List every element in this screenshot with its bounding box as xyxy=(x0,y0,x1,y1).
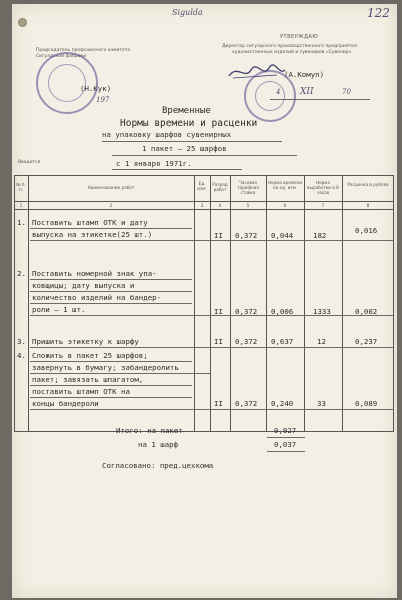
left-block-line1: Председатель профсоюзного комитета xyxy=(36,48,131,53)
col-header-rate: Часовая тарифная ставка xyxy=(237,180,259,195)
row2-line2: ковщицы; дату выпуска и xyxy=(32,281,135,290)
total-packet-value: 0,927 xyxy=(274,426,297,435)
title-line4-underline xyxy=(112,155,297,156)
row2-line3: количество изделий на бандер- xyxy=(32,293,162,302)
row3-grade: II xyxy=(214,337,223,346)
col-number-4: 4 xyxy=(218,203,222,208)
row4-line4: поставить штамп ОТК на xyxy=(32,387,130,396)
row1-num: 1. xyxy=(17,218,26,227)
col-header-work: Наименование работ xyxy=(87,185,135,190)
round-seal-right xyxy=(244,70,296,122)
row2-time-norm: 0,006 xyxy=(271,307,294,316)
row3-time-norm: 0,637 xyxy=(271,337,294,346)
col-divider-3 xyxy=(194,175,195,431)
total-packet-label: Итого: на пакет xyxy=(116,426,183,435)
col-divider-2 xyxy=(28,175,29,431)
row4-line1: Сложить в пакет 25 шарфов; xyxy=(32,351,148,360)
col-header-price: Расценка в рублях xyxy=(347,182,389,187)
corner-mark: Sigulda xyxy=(172,8,203,17)
col-header-output: Норма выработки в 8 часов xyxy=(307,180,339,195)
row3-num: 3. xyxy=(17,337,26,346)
col-divider-8 xyxy=(342,175,343,431)
title-line3-underline xyxy=(102,141,282,142)
row2-line1: Поставить номерной знак упа- xyxy=(32,269,157,278)
title-line5-prefix: Вводится xyxy=(18,160,41,165)
table-top-border xyxy=(14,175,394,176)
approved-label: УТВЕРЖДАЮ xyxy=(280,34,319,40)
left-block-signer: (Н.Кук) xyxy=(80,84,112,93)
row2-grade: II xyxy=(214,307,223,316)
row4-rate: 0,372 xyxy=(235,399,258,408)
row4-line2: завернуть в бумагу; забандеролить xyxy=(32,363,179,372)
col-number-7: 7 xyxy=(321,203,325,208)
archive-number: 122 xyxy=(367,6,390,20)
right-block-line2: художественных изделий и сувениров «Сувенир» xyxy=(232,50,352,55)
row1-rate: 0,372 xyxy=(235,231,258,240)
col-header-num: № п. п. xyxy=(16,182,26,192)
row4-price: 0,089 xyxy=(355,399,378,408)
row3-underline xyxy=(30,347,394,348)
left-block-date: 197 xyxy=(96,96,110,104)
total-scarf-label: на 1 шарф xyxy=(138,440,179,449)
row3-output: 12 xyxy=(317,337,326,346)
row1-grade: II xyxy=(214,231,223,240)
row2-output: 1333 xyxy=(313,307,331,316)
col-number-8: 8 xyxy=(366,203,370,208)
col-number-3: 3 xyxy=(200,203,204,208)
total-scarf-underline xyxy=(267,451,305,452)
col-number-2: 2 xyxy=(109,203,113,208)
header-bottom-border xyxy=(14,201,394,202)
title-line3: на упаковку шарфов сувенирных xyxy=(102,130,232,139)
row1-price: 0,016 xyxy=(355,226,378,235)
col-header-grade: Разряд работ xyxy=(212,182,228,192)
col-number-5: 5 xyxy=(246,203,250,208)
right-block-line1: Директор сигулдского производственного предприятия xyxy=(222,44,357,49)
col-divider-4 xyxy=(210,175,211,431)
total-scarf-value: 0,037 xyxy=(274,440,297,449)
row3-price: 0,237 xyxy=(355,337,378,346)
row1-line1: Поставить штамп ОТК и дату xyxy=(32,218,148,227)
col-header-unit: Ед. изм. xyxy=(197,181,207,191)
agreed-line: Согласовано: пред.цехкома xyxy=(102,461,214,470)
title-line5: с 1 января 1971г. xyxy=(116,159,192,168)
title-line4: 1 пакет – 25 шарфов xyxy=(142,144,227,153)
row4-num: 4. xyxy=(17,351,26,360)
row1-line2: выпуска на этикетке(25 шт.) xyxy=(32,230,153,239)
col-divider-6 xyxy=(266,175,267,431)
col-divider-9 xyxy=(393,175,394,431)
row1-output: 182 xyxy=(313,231,327,240)
punch-hole xyxy=(18,18,27,27)
title-line2: Нормы времени и расценки xyxy=(120,118,258,129)
row2-line4-underline xyxy=(30,315,394,316)
round-seal-left xyxy=(36,52,98,114)
title-line1: Временные xyxy=(162,106,211,116)
col-divider-5 xyxy=(230,175,231,431)
column-numbers-bottom-border xyxy=(14,209,394,210)
row1-time-norm: 0,044 xyxy=(271,231,294,240)
row1-line2-underline xyxy=(30,240,394,241)
document-page xyxy=(12,4,397,598)
col-number-1: 1 xyxy=(19,203,23,208)
row2-line4: роли – 1 шт. xyxy=(32,305,86,314)
left-block-line2: Сигулдской фабрики xyxy=(36,54,87,59)
approval-date-month: XII xyxy=(300,87,314,97)
approval-date-year: 70 xyxy=(342,88,351,96)
row4-line5-underline xyxy=(30,409,394,410)
total-packet-underline xyxy=(267,437,305,438)
row2-num: 2. xyxy=(17,269,26,278)
col-number-6: 6 xyxy=(283,203,287,208)
row2-rate: 0,372 xyxy=(235,307,258,316)
row3-line1: Пришить этикетку к шарфу xyxy=(32,337,139,346)
row4-time-norm: 0,240 xyxy=(271,399,294,408)
col-divider-7 xyxy=(304,175,305,431)
table-bottom-border xyxy=(14,431,394,432)
approval-date-day: 4 xyxy=(276,88,281,96)
row4-grade: II xyxy=(214,399,223,408)
right-block-signer: (А.Комуп) xyxy=(284,70,325,79)
col-header-time-norm: Норма времени на ед. изм. xyxy=(267,180,303,190)
title-line5-underline xyxy=(112,169,242,170)
norms-table xyxy=(14,175,394,431)
col-divider-1 xyxy=(14,175,15,431)
row3-rate: 0,372 xyxy=(235,337,258,346)
row2-price: 0,002 xyxy=(355,307,378,316)
row4-line5: концы бандероли xyxy=(32,399,99,408)
row4-line3: пакет; завязать шпагатом, xyxy=(32,375,144,384)
row4-output: 33 xyxy=(317,399,326,408)
